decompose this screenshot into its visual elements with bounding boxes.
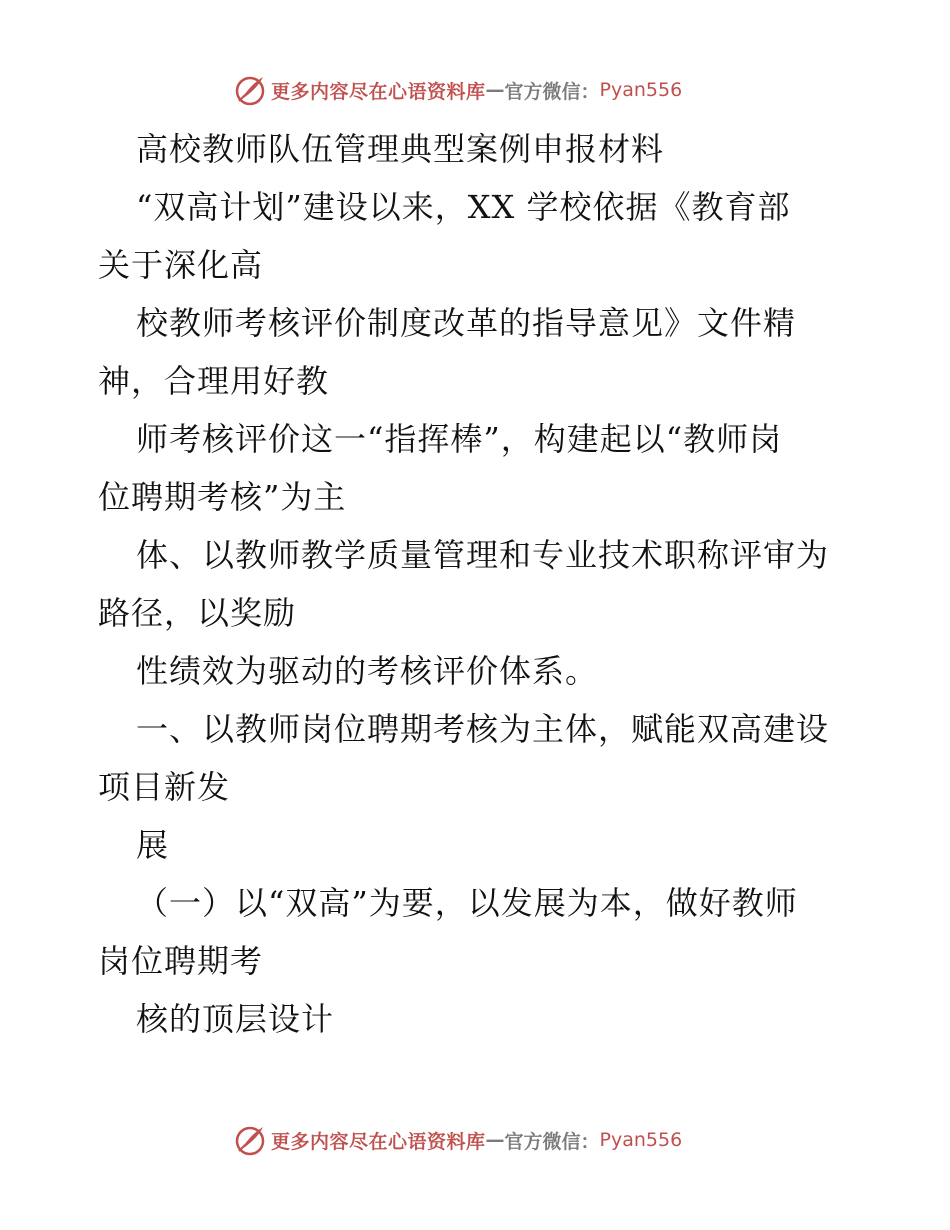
section-heading-line: 项目新发	[98, 768, 231, 806]
paragraph-line: 神，合理用好教	[98, 362, 330, 400]
footer-watermark	[233, 1122, 753, 1158]
subsection-heading-line: 岗位聘期考	[98, 942, 264, 980]
watermark-wechat-id: Pyan556	[599, 79, 683, 101]
paragraph-line: 校教师考核评价制度改革的指导意见》文件精	[136, 304, 797, 342]
paragraph-line: 师考核评价这一“指挥棒”，构建起以“教师岗	[136, 420, 783, 458]
subsection-heading-line: （一）以“双高”为要，以发展为本，做好教师	[136, 884, 798, 922]
section-heading-line: 一、以教师岗位聘期考核为主体，赋能双高建设	[136, 710, 830, 748]
paragraph-line: 关于深化高	[98, 246, 264, 284]
watermark-wechat-label: 官方微信：	[504, 80, 600, 103]
document-title: 高校教师队伍管理典型案例申报材料	[136, 130, 665, 168]
watermark-wechat-id: Pyan556	[599, 1129, 683, 1151]
watermark-site-text: 更多内容尽在心语资料库	[271, 80, 486, 103]
feather-pen-logo-icon	[233, 73, 267, 107]
watermark-wechat-label: 官方微信：	[504, 1130, 600, 1153]
paragraph-line: 路径，以奖励	[98, 594, 297, 632]
watermark-dash: —	[485, 79, 505, 101]
paragraph-line: 体、以教师教学质量管理和专业技术职称评审为	[136, 536, 830, 574]
section-heading-line: 展	[136, 826, 170, 864]
feather-pen-logo-icon	[233, 1123, 267, 1157]
watermark-site-text: 更多内容尽在心语资料库	[271, 1130, 486, 1153]
header-watermark	[233, 72, 753, 108]
paragraph-line: 性绩效为驱动的考核评价体系。	[136, 652, 599, 690]
paragraph-line: “双高计划”建设以来，XX 学校依据《教育部	[136, 188, 791, 226]
subsection-heading-line: 核的顶层设计	[136, 1000, 335, 1038]
watermark-dash: —	[485, 1129, 505, 1151]
document-body	[98, 120, 858, 1048]
paragraph-line: 位聘期考核”为主	[98, 478, 347, 516]
